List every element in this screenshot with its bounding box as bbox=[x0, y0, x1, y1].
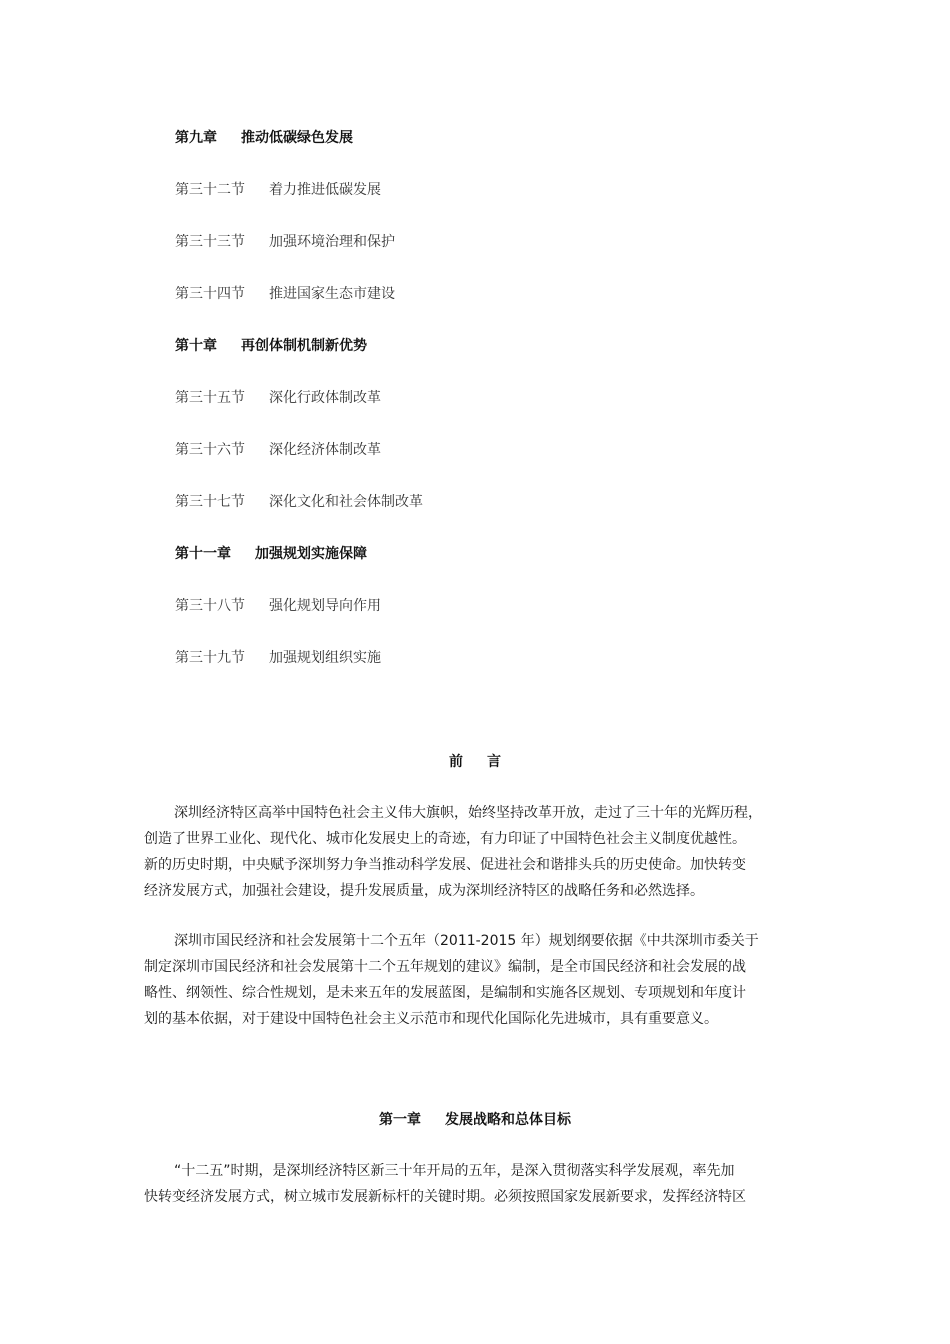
toc-title: 深化行政体制改革 bbox=[269, 390, 381, 406]
preface-heading-char: 言 bbox=[487, 754, 501, 770]
toc-title: 加强规划实施保障 bbox=[255, 546, 367, 562]
toc-chapter-9 bbox=[175, 128, 353, 148]
toc-number: 第三十七节 bbox=[175, 494, 245, 510]
toc-section-35 bbox=[175, 388, 381, 408]
toc-title: 强化规划导向作用 bbox=[269, 598, 381, 614]
toc-number: 第三十三节 bbox=[175, 234, 245, 250]
toc-title: 着力推进低碳发展 bbox=[269, 182, 381, 198]
toc-title: 加强规划组织实施 bbox=[269, 650, 381, 666]
toc-number: 第三十八节 bbox=[175, 598, 245, 614]
toc-section-32 bbox=[175, 180, 381, 200]
toc-title: 推进国家生态市建设 bbox=[269, 286, 395, 302]
toc-title: 推动低碳绿色发展 bbox=[241, 130, 353, 146]
paragraph-line: 快转变经济发展方式，树立城市发展新标杆的关键时期。必须按照国家发展新要求，发挥经济特区 bbox=[144, 1189, 746, 1205]
chapter-title: 发展战略和总体目标 bbox=[445, 1112, 571, 1128]
toc-number: 第十章 bbox=[175, 338, 217, 354]
toc-number: 第三十五节 bbox=[175, 390, 245, 406]
preface-paragraph-2 bbox=[144, 928, 806, 1032]
paragraph-line: 新的历史时期，中央赋予深圳努力争当推动科学发展、促进社会和谐排头兵的历史使命。加快转变 bbox=[144, 857, 746, 873]
preface-heading-char: 前 bbox=[449, 754, 463, 770]
toc-number: 第三十四节 bbox=[175, 286, 245, 302]
toc-title: 再创体制机制新优势 bbox=[241, 338, 367, 354]
paragraph-line: 略性、纲领性、综合性规划，是未来五年的发展蓝图，是编制和实施各区规划、专项规划和年度计 bbox=[144, 985, 746, 1001]
preface-paragraph-1 bbox=[144, 800, 806, 904]
toc-section-33 bbox=[175, 232, 395, 252]
toc-section-34 bbox=[175, 284, 395, 304]
toc-chapter-10 bbox=[175, 336, 367, 356]
paragraph-line: 经济发展方式，加强社会建设，提升发展质量，成为深圳经济特区的战略任务和必然选择。 bbox=[144, 883, 704, 899]
chapter-1-paragraph bbox=[144, 1158, 806, 1210]
toc-number: 第三十九节 bbox=[175, 650, 245, 666]
toc-section-38 bbox=[175, 596, 381, 616]
toc-title: 深化文化和社会体制改革 bbox=[269, 494, 423, 510]
paragraph-line: 制定深圳市国民经济和社会发展第十二个五年规划的建议》编制，是全市国民经济和社会发展的战 bbox=[144, 959, 746, 975]
toc-section-37 bbox=[175, 492, 423, 512]
chapter-1-heading bbox=[0, 1110, 950, 1130]
toc-number: 第九章 bbox=[175, 130, 217, 146]
toc-section-39 bbox=[175, 648, 381, 668]
toc-title: 加强环境治理和保护 bbox=[269, 234, 395, 250]
paragraph-line: “十二五”时期，是深圳经济特区新三十年开局的五年，是深入贯彻落实科学发展观，率先加 bbox=[174, 1163, 735, 1179]
toc-number: 第三十二节 bbox=[175, 182, 245, 198]
paragraph-line: 划的基本依据，对于建设中国特色社会主义示范市和现代化国际化先进城市，具有重要意义。 bbox=[144, 1011, 718, 1027]
paragraph-line: 创造了世界工业化、现代化、城市化发展史上的奇迹，有力印证了中国特色社会主义制度优越性。 bbox=[144, 831, 746, 847]
preface-heading bbox=[0, 752, 950, 772]
paragraph-line: 深圳经济特区高举中国特色社会主义伟大旗帜，始终坚持改革开放，走过了三十年的光辉历程， bbox=[174, 805, 762, 821]
toc-title: 深化经济体制改革 bbox=[269, 442, 381, 458]
paragraph-line: 深圳市国民经济和社会发展第十二个五年（2011-2015 年）规划纲要依据《中共深圳市委关于 bbox=[174, 933, 759, 949]
toc-number: 第十一章 bbox=[175, 546, 231, 562]
toc-section-36 bbox=[175, 440, 381, 460]
toc-chapter-11 bbox=[175, 544, 367, 564]
chapter-number: 第一章 bbox=[379, 1112, 421, 1128]
toc-number: 第三十六节 bbox=[175, 442, 245, 458]
